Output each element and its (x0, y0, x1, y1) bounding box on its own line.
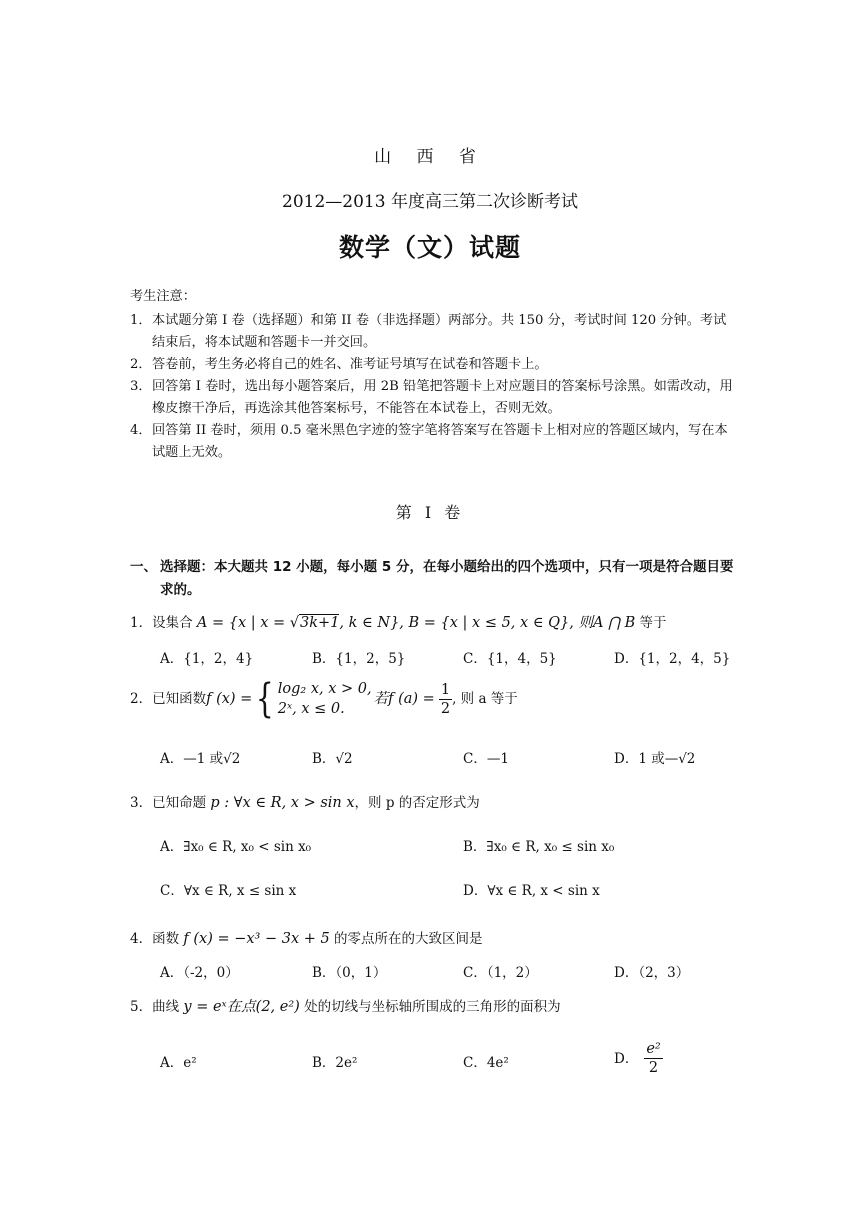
question-prefix: 函数 (152, 931, 184, 947)
piecewise-cases: log₂ x, x > 0, 2ˣ, x ≤ 0. (277, 681, 372, 717)
q2-option-c[interactable]: C．—1 (463, 751, 509, 767)
section-heading (130, 556, 735, 602)
q1-option-d[interactable]: D．{1，2，4，5} (614, 651, 731, 667)
exam-title: 2012—2013 年度高三第二次诊断考试 (282, 192, 578, 212)
condition: 若f (a) = (373, 691, 435, 707)
question-prefix: 曲线 (152, 999, 184, 1015)
q3-option-a[interactable]: A．∃x₀ ∈ R, x₀ < sin x₀ (160, 839, 312, 855)
notice-item-number: 3． (130, 379, 152, 394)
sqrt-sign: √ (289, 615, 300, 631)
question-1 (130, 612, 735, 634)
question-number: 2． (130, 691, 153, 707)
question-suffix: 处的切线与坐标轴所围成的三角形的面积为 (299, 999, 561, 1015)
subject-title: 数学（文）试题 (338, 233, 521, 262)
section-number: 一、 (130, 559, 157, 575)
province-title: 山 西 省 (374, 147, 486, 167)
notice-item-3 (130, 376, 735, 420)
q4-option-d[interactable]: D．（2，3） (614, 965, 690, 981)
q4-option-c[interactable]: C．（1，2） (463, 965, 538, 981)
question-4 (130, 928, 735, 950)
question-5 (130, 996, 735, 1018)
q1-option-a[interactable]: A．{1，2，4} (160, 651, 254, 667)
q1-option-b[interactable]: B．{1，2，5} (312, 651, 406, 667)
q4-option-b[interactable]: B．（0，1） (312, 965, 387, 981)
option-label: D． (614, 1050, 639, 1067)
notice-item-text: 回答第 II 卷时，须用 0.5 毫米黑色字迹的签字笔将答案写在答题卡上相对应的答题区域内，写在本试题上无效。 (152, 423, 728, 460)
question-suffix: 等于 (635, 615, 667, 631)
fraction: $\frac{\text{e²}}{2}$ (646, 1041, 661, 1076)
q5-option-b[interactable]: B．2e² (312, 1055, 358, 1071)
question-2 (130, 676, 735, 722)
question-number: 3． (130, 795, 153, 811)
question-formula: A = {x | x = √3k+1, k ∈ N}, B = {x | x ≤ 5, x ∈ Q}, 则A ⋂ B (196, 615, 636, 631)
question-number: 1． (130, 615, 153, 631)
question-prefix: 已知命题 (152, 795, 211, 811)
q3-option-c[interactable]: C．∀x ∈ R, x ≤ sin x (160, 883, 297, 899)
notice-item-4 (130, 420, 735, 464)
question-number: 5． (130, 999, 153, 1015)
q5-option-d[interactable] (614, 1040, 663, 1077)
notice-item-text: 答卷前，考生务必将自己的姓名、准考证号填写在试卷和答题卡上。 (152, 357, 548, 372)
fraction: $\frac{1}{2}$ (440, 681, 451, 717)
question-3 (130, 792, 735, 814)
q4-option-a[interactable]: A．（-2，0） (160, 965, 239, 981)
question-formula: p : ∀x ∈ R, x > sin x (210, 795, 355, 811)
q5-option-a[interactable]: A．e² (160, 1055, 197, 1071)
q2-option-a[interactable]: A．—1 或√2 (160, 751, 241, 767)
q2-option-d[interactable]: D．1 或—√2 (614, 751, 696, 767)
q2-option-b[interactable]: B．√2 (312, 751, 353, 767)
question-suffix: ，则 p 的否定形式为 (354, 795, 480, 811)
question-formula: f (x) = (206, 691, 253, 707)
q3-option-b[interactable]: B．∃x₀ ∈ R, x₀ ≤ sin x₀ (463, 839, 615, 855)
notice-item-text: 回答第 I 卷时，选出每小题答案后，用 2B 铅笔把答题卡上对应题目的答案标号涂黑。如需改动，用橡皮擦干净后，再选涂其他答案标号，不能答在本试卷上，否则无效。 (152, 379, 733, 416)
question-suffix: 的零点所在的大致区间是 (329, 931, 483, 947)
question-number: 4． (130, 931, 153, 947)
notice-item-number: 4． (130, 423, 152, 438)
volume-title: 第 I 卷 (395, 503, 465, 522)
question-suffix: , 则 a 等于 (452, 691, 518, 707)
notice-item-2 (130, 354, 735, 376)
question-formula: y = eˣ在点(2, e²) (183, 999, 300, 1015)
q1-option-c[interactable]: C．{1，4，5} (463, 651, 557, 667)
notice-item-number: 2． (130, 357, 152, 372)
q5-option-c[interactable]: C．4e² (463, 1055, 509, 1071)
q3-option-d[interactable]: D．∀x ∈ R, x < sin x (463, 883, 600, 899)
notice-item-1 (130, 310, 735, 354)
question-prefix: 设集合 (152, 615, 193, 631)
left-brace: { (256, 676, 274, 722)
notice-heading: 考生注意： (130, 289, 196, 304)
question-formula: f (x) = −x³ − 3x + 5 (183, 931, 330, 947)
notice-item-text: 本试题分第 I 卷（选择题）和第 II 卷（非选择题）两部分。共 150 分，考试时间 120 分钟。考试结束后，将本试题和答题卡一并交回。 (152, 313, 727, 350)
question-prefix: 已知函数 (152, 691, 207, 707)
notice-item-number: 1． (130, 313, 152, 328)
section-text: 选择题：本大题共 12 小题，每小题 5 分，在每小题给出的四个选项中，只有一项是符合题目要求的。 (160, 559, 734, 598)
